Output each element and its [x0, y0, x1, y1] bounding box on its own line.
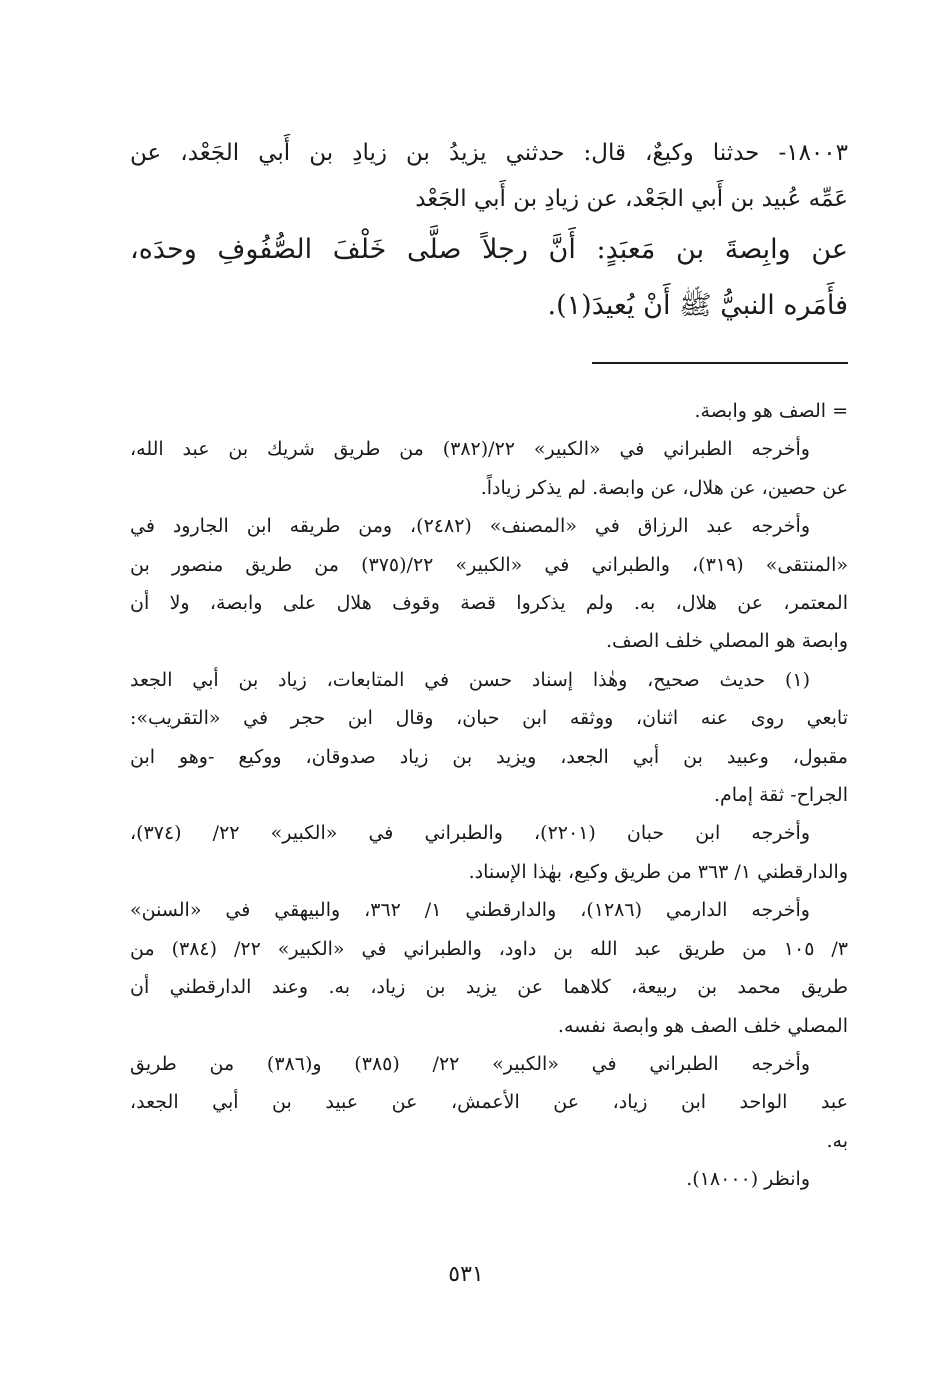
hadith-line: ١٨٠٠٣- حدثنا وكيعٌ، قال: حدثني يزيدُ بن زيادِ بن أَبي الجَعْد، عن: [130, 140, 848, 166]
footnote-line: والدارقطني ١/ ٣٦٣ من طريق وكيع، بهٰذا الإسناد.: [468, 860, 848, 883]
footnotes: [130, 392, 848, 1199]
footnote-line: مقبول، وعبيد بن أبي الجعد، ويزيد بن زياد صدوقان، ووكيع -وهو ابن: [130, 745, 848, 768]
footnote-line: (١) حديث صحيح، وهٰذا إسناد حسن في المتابعات، زياد بن أبي الجعد: [130, 668, 810, 691]
footnote-line: = الصف هو وابصة.: [694, 400, 848, 422]
footnote-line: ٣/ ١٠٥ من طريق عبد الله بن داود، والطبراني في «الكبير» ٢٢/ (٣٨٤) من: [130, 937, 848, 960]
hadith-line: عن وابِصةَ بن مَعبَدٍ: أَنَّ رجلاً صلَّى خَلْفَ الصُّفُوفِ وحدَه،: [130, 234, 848, 265]
footnote-line: وأخرجه الطبراني في «الكبير» ٢٢/(٣٨٢) من طريق شريك بن عبد الله،: [130, 438, 810, 461]
footnote-line: وابصة هو المصلي خلف الصف.: [605, 630, 848, 653]
footnote-line: المصلي خلف الصف هو وابصة نفسه.: [557, 1014, 848, 1037]
footnote-line: المعتمر، عن هلال، به. ولم يذكروا قصة وقوف هلال على وابصة، ولا أن: [130, 592, 848, 615]
footnote-separator: [592, 362, 848, 364]
footnote-line: «المنتقى» (٣١٩)، والطبراني في «الكبير» ٢٢/(٣٧٥) من طريق منصور بن: [130, 553, 848, 576]
page-number: ٥٣١: [448, 1262, 484, 1287]
hadith-text: [130, 130, 848, 334]
footnote-line: طريق محمد بن ربيعة، كلاهما عن يزيد بن زياد، به. وعند الدارقطني أن: [130, 976, 848, 999]
hadith-line: عَمِّه عُبيد بن أَبي الجَعْد، عن زيادِ بن أَبي الجَعْد: [415, 186, 848, 212]
footnote-line: الجراح- ثقة إمام.: [714, 784, 848, 807]
footnote-line: وأخرجه ابن حبان (٢٢٠١)، والطبراني في «الكبير» ٢٢/ (٣٧٤)،: [130, 822, 810, 845]
footnote-line: وأخرجه عبد الرزاق في «المصنف» (٢٤٨٢)، ومن طريقه ابن الجارود في: [130, 515, 810, 538]
footnote-line: عن حصين، عن هلال، عن وابصة. لم يذكر زياداً.: [480, 476, 848, 499]
footnote-line: تابعي روى عنه اثنان، ووثقه ابن حبان، وقال ابن حجر في «التقريب»:: [130, 707, 848, 730]
footnote-line: وأخرجه الطبراني في «الكبير» ٢٢/ (٣٨٥) و(٣٨٦) من طريق: [130, 1052, 811, 1075]
hadith-line: فأَمَره النبيُّ ﷺ أَنْ يُعيدَ(١).: [547, 290, 848, 321]
footnote-line: به.: [826, 1129, 848, 1152]
footnote-line: عبد الواحد ابن زياد، عن الأعمش، عن عبيد بن أبي الجعد،: [130, 1091, 848, 1114]
footnote-line: وانظر (١٨٠٠٠).: [686, 1168, 810, 1191]
footnote-line: وأخرجه الدارمي (١٢٨٦)، والدارقطني ١/ ٣٦٢، والبيهقي في «السنن»: [130, 899, 810, 922]
